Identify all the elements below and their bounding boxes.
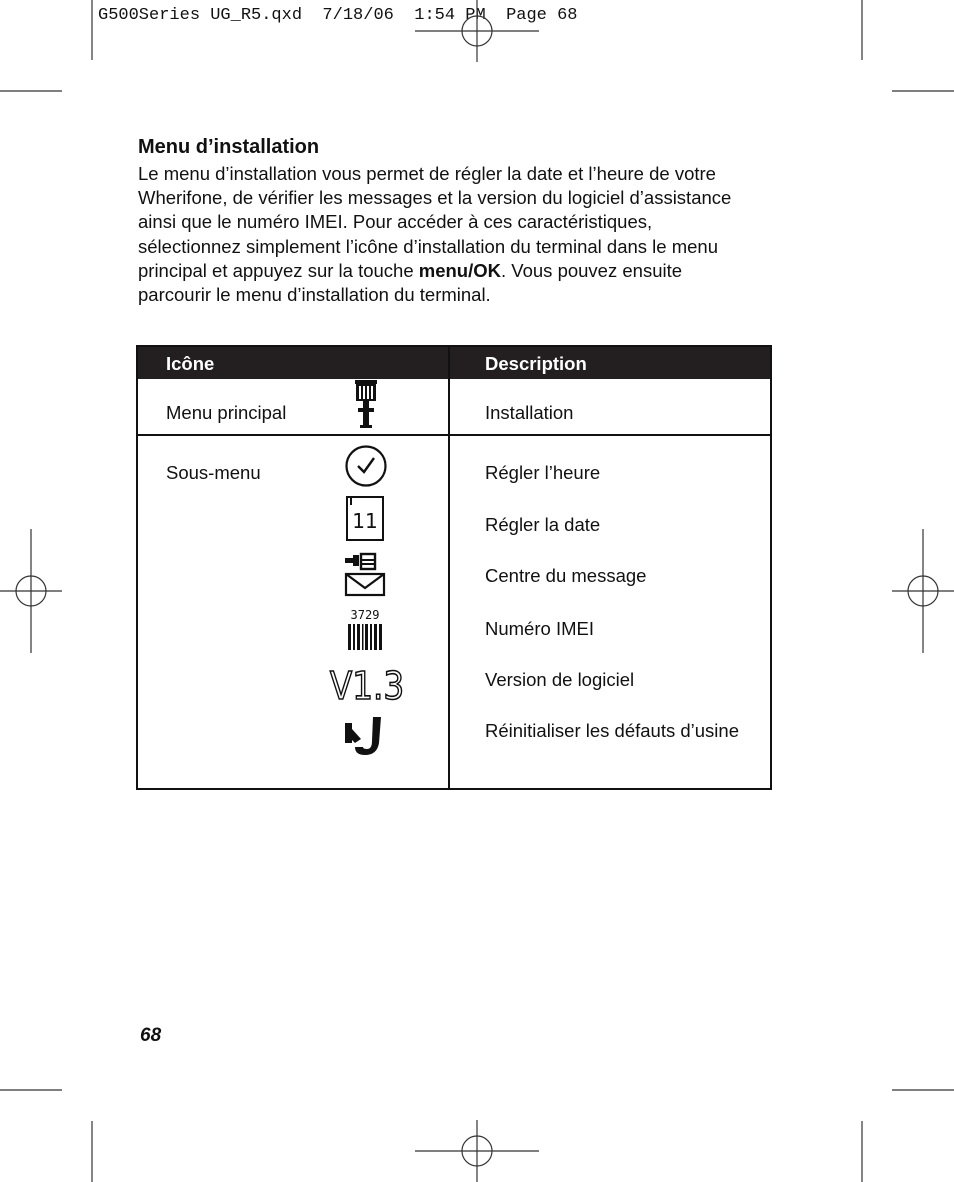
intro-key-name: menu/OK	[418, 259, 501, 281]
submenu-label: Sous-menu	[166, 462, 261, 483]
barcode-icon	[345, 606, 385, 652]
settings-menu-table	[136, 345, 772, 790]
main-menu-label: Menu principal	[166, 402, 287, 423]
intro-text-part2: . Vous pouvez ensuite parcourir le menu d’installation du terminal.	[138, 259, 683, 306]
set-time-description: Régler l’heure	[485, 462, 601, 483]
software-version-icon	[329, 662, 405, 709]
registration-mark-bottom-icon	[415, 1120, 539, 1182]
intro-paragraph	[138, 162, 758, 307]
row-divider	[138, 434, 770, 436]
set-date-description: Régler la date	[485, 514, 601, 535]
main-menu-description: Installation	[485, 402, 574, 423]
registration-mark-right-icon	[892, 529, 954, 653]
header-icon-column: Icône	[166, 353, 215, 374]
factory-reset-description: Réinitialiser les défauts d’usine	[485, 720, 739, 741]
page-number: 68	[140, 1025, 162, 1046]
message-center-icon	[343, 552, 387, 598]
installation-tool-icon	[350, 379, 382, 429]
print-slug: G500Series UG_R5.qxd 7/18/06 1:54 PM Page 68	[98, 6, 578, 25]
clock-icon	[344, 444, 388, 488]
message-center-description: Centre du message	[485, 565, 647, 586]
registration-mark-left-icon	[0, 529, 62, 653]
version-number-text: V1.3	[329, 664, 405, 709]
intro-text-part1: Le menu d’installation vous permet de régler la date et l’heure de votre Wherifone, de vérifier les messages et la version du logiciel d’assistance ainsi que le numéro IMEI. Pour accéder à ces caractéristiques, sélectionnez simplement l’icône d’installation du terminal dans le menu principal et appuyez sur la touche	[138, 163, 732, 281]
calendar-icon	[345, 496, 385, 542]
header-description-column: Description	[485, 353, 587, 374]
column-divider	[448, 347, 450, 788]
section-heading: Menu d’installation	[138, 136, 320, 158]
barcode-number-text: 3729	[350, 608, 380, 622]
registration-mark-top-icon	[415, 0, 539, 62]
calendar-day-text: 11	[352, 509, 378, 533]
table-header	[138, 347, 770, 379]
factory-reset-icon	[343, 715, 387, 757]
imei-description: Numéro IMEI	[485, 618, 594, 639]
software-version-description: Version de logiciel	[485, 669, 635, 690]
